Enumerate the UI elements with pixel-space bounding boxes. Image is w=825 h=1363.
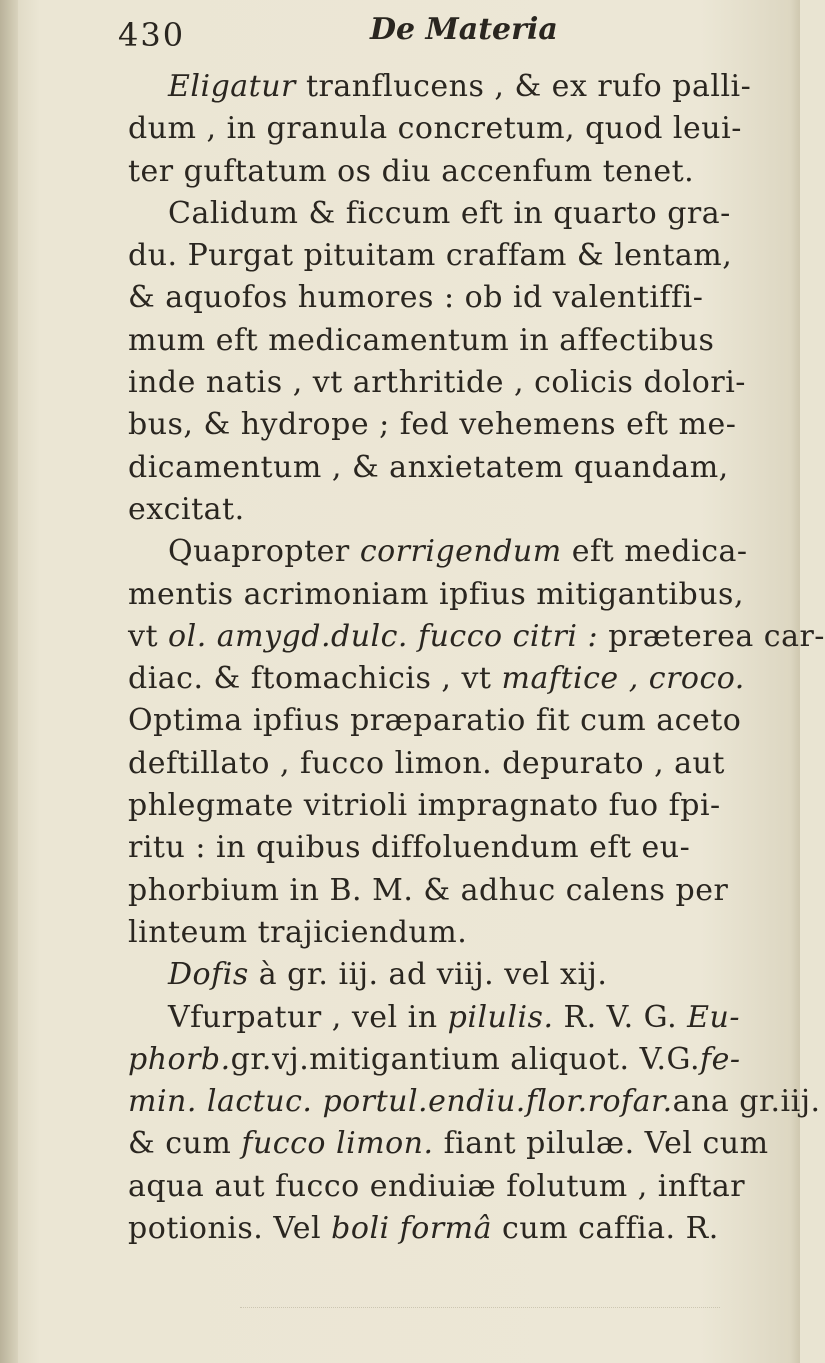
text-line: [128, 700, 793, 742]
italic-text: fe-: [699, 1041, 741, 1077]
text-line: [128, 870, 793, 912]
text-segment: mum eft medicamentum in affectibus: [128, 322, 715, 358]
text-segment: vt: [128, 618, 169, 654]
italic-text: fucco limon.: [241, 1126, 434, 1162]
italic-text: pilulis.: [447, 999, 554, 1035]
text-segment: R. V. G.: [553, 999, 688, 1035]
text-segment: phlegmate vitrioli impragnato fuo fpi-: [128, 788, 721, 824]
text-line: [128, 151, 793, 193]
text-line: [128, 404, 793, 446]
text-line: [128, 658, 793, 700]
text-segment: deftillato , fucco limon. depurato , aut: [128, 745, 725, 781]
italic-text: phorb.: [128, 1041, 231, 1077]
text-segment: aqua aut fucco endiuiæ folutum , inftar: [128, 1168, 746, 1204]
text-segment: inde natis , vt arthritide , colicis dolori-: [128, 365, 746, 401]
text-line: [128, 193, 793, 235]
text-segment: Optima ipfius præparatio fit cum aceto: [128, 703, 742, 739]
text-line: [128, 1081, 821, 1123]
italic-text: maftice , croco.: [501, 661, 745, 697]
text-segment: diac. & ftomachicis , vt: [128, 661, 502, 697]
running-head: De Materia: [370, 12, 558, 47]
text-segment: excitat.: [128, 491, 245, 527]
text-line: [128, 489, 793, 531]
text-line: [128, 320, 793, 362]
text-line: [128, 785, 793, 827]
text-segment: tranflucens , & ex rufo palli-: [295, 69, 752, 104]
italic-text: Dofis: [168, 957, 249, 993]
text-line: [128, 447, 793, 489]
text-line: [128, 743, 793, 785]
page-header: [118, 10, 738, 60]
text-segment: eft medica-: [561, 534, 748, 570]
text-segment: phorbium in B. M. & adhuc calens per: [128, 872, 729, 908]
text-segment: Calidum & ficcum eft in quarto gra-: [168, 195, 731, 231]
italic-text: min. lactuc. portul.endiu.flor.rofar.: [128, 1084, 673, 1120]
text-segment: cum caffia. R.: [492, 1211, 719, 1247]
text-line: [128, 997, 793, 1039]
text-line: [128, 1166, 793, 1208]
italic-text: Eligatur: [168, 69, 296, 104]
text-segment: linteum trajiciendum.: [128, 914, 468, 950]
text-line: [128, 362, 793, 404]
text-line: [128, 1123, 793, 1165]
italic-text: Eu-: [687, 999, 741, 1035]
page-number: 430: [118, 16, 186, 54]
text-segment: ana gr.iij.: [672, 1084, 821, 1120]
text-line: [128, 277, 793, 319]
text-line: [128, 912, 793, 954]
text-line: [128, 574, 793, 616]
text-segment: à gr. iij. ad viij. vel xij.: [248, 957, 608, 993]
italic-text: boli formâ: [331, 1211, 493, 1247]
text-line: [128, 235, 793, 277]
text-segment: bus, & hydrope ; fed vehemens eft me-: [128, 407, 737, 443]
text-line: [128, 531, 793, 573]
text-line: [128, 108, 793, 150]
page-gutter: [0, 0, 18, 1363]
text-segment: Vfurpatur , vel in: [168, 999, 448, 1035]
text-segment: dum , in granula concretum, quod leui-: [128, 111, 742, 147]
italic-text: corrigendum: [359, 534, 562, 570]
text-segment: præterea car-: [598, 618, 825, 654]
bottom-margin-mark: [240, 1305, 720, 1308]
text-segment: & cum: [128, 1126, 242, 1162]
text-line: [128, 1039, 793, 1081]
text-line: [128, 827, 793, 869]
text-segment: ritu : in quibus diffoluendum eft eu-: [128, 830, 691, 866]
text-segment: potionis. Vel: [128, 1211, 332, 1247]
text-line: [128, 1208, 793, 1250]
text-line: [128, 616, 825, 658]
text-line: [128, 954, 793, 996]
italic-text: ol. amygd.dulc. fucco citri :: [168, 618, 599, 654]
text-segment: & aquofos humores : ob id valentiffi-: [128, 280, 704, 316]
text-segment: du. Purgat pituitam craffam & lentam,: [128, 238, 733, 274]
text-segment: mentis acrimoniam ipfius mitigantibus,: [128, 576, 744, 612]
text-segment: ter guftatum os diu accenfum tenet.: [128, 153, 695, 189]
text-segment: gr.vj.mitigantium aliquot. V.G.: [230, 1041, 700, 1077]
body-text: [128, 66, 825, 1250]
text-segment: fiant pilulæ. Vel cum: [433, 1126, 769, 1162]
text-segment: dicamentum , & anxietatem quandam,: [128, 449, 729, 485]
text-line: [128, 66, 793, 108]
text-segment: Quapropter: [168, 534, 360, 570]
